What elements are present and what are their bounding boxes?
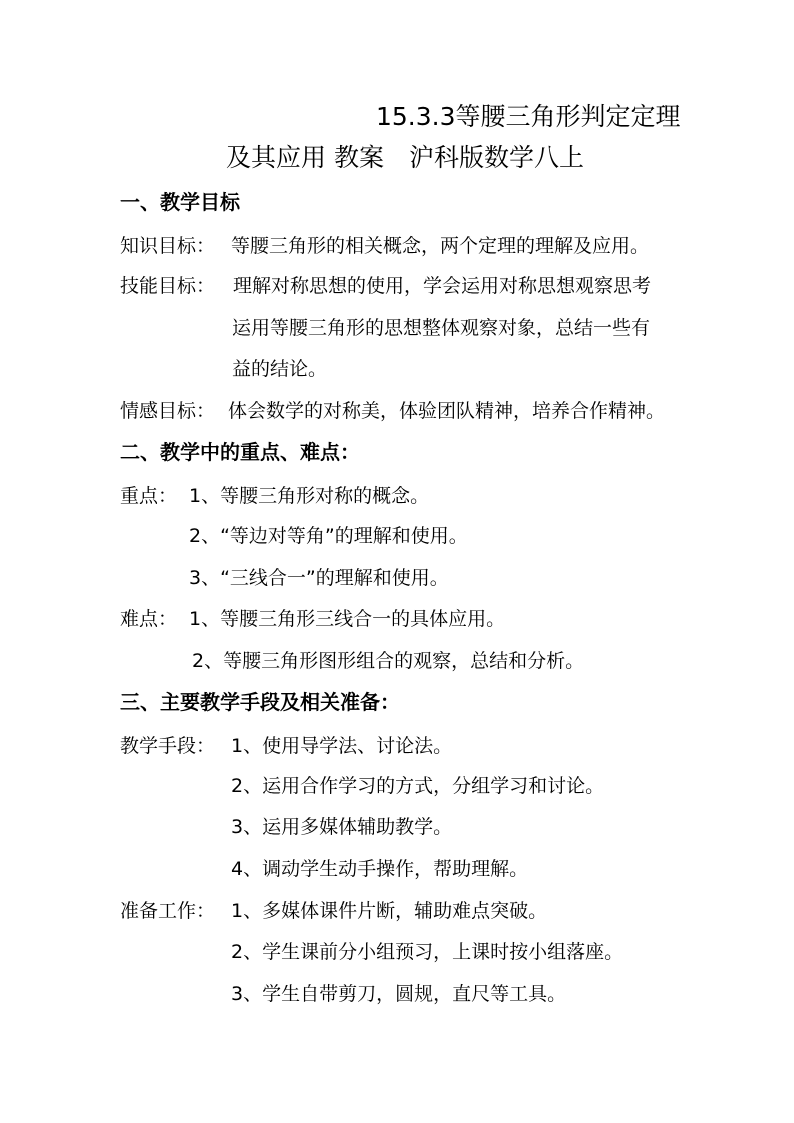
teaching-means-item: 4、调动学生动手操作，帮助理解。 — [231, 858, 529, 880]
difficulty-item: 2、等腰三角形图形组合的观察，总结和分析。 — [192, 650, 585, 672]
document-title-line-1: 15.3.3等腰三角形判定定理 — [376, 102, 681, 131]
emotion-objective-text: 体会数学的对称美，体验团队精神，培养合作精神。 — [228, 400, 666, 422]
teaching-means-label: 教学手段： — [120, 735, 216, 757]
teaching-means-item: 3、运用多媒体辅助教学。 — [231, 816, 453, 838]
key-point-item: 3、“三线合一”的理解和使用。 — [189, 567, 449, 589]
document-title-line-2: 及其应用 教案 沪科版数学八上 — [226, 143, 584, 172]
section-heading-teaching-means: 三、主要教学手段及相关准备： — [120, 690, 400, 714]
key-points-label: 重点： — [120, 485, 178, 507]
skill-objective-text-3: 益的结论。 — [232, 358, 328, 380]
preparation-item: 2、学生课前分小组预习，上课时按小组落座。 — [231, 941, 624, 963]
section-heading-key-points: 二、教学中的重点、难点： — [120, 440, 360, 464]
teaching-means-item: 2、运用合作学习的方式，分组学习和讨论。 — [231, 775, 605, 797]
skill-objective-text-2: 运用等腰三角形的思想整体观察对象，总结一些有 — [232, 317, 651, 339]
difficulty-item: 1、等腰三角形三线合一的具体应用。 — [189, 608, 506, 630]
preparation-item: 1、多媒体课件片断，辅助难点突破。 — [231, 900, 548, 922]
preparation-item: 3、学生自带剪刀，圆规，直尺等工具。 — [231, 983, 567, 1005]
section-heading-objectives: 一、教学目标 — [120, 190, 240, 214]
knowledge-objective-text: 等腰三角形的相关概念，两个定理的理解及应用。 — [231, 235, 650, 257]
knowledge-objective-label: 知识目标： — [120, 235, 216, 257]
key-point-item: 2、“等边对等角”的理解和使用。 — [189, 525, 468, 547]
difficulty-label: 难点： — [120, 608, 178, 630]
skill-objective-label: 技能目标： — [120, 275, 216, 297]
skill-objective-text-1: 理解对称思想的使用，学会运用对称思想观察思考 — [233, 275, 652, 297]
teaching-means-item: 1、使用导学法、讨论法。 — [231, 735, 453, 757]
key-point-item: 1、等腰三角形对称的概念。 — [189, 485, 430, 507]
preparation-label: 准备工作： — [120, 900, 216, 922]
emotion-objective-label: 情感目标： — [120, 400, 216, 422]
